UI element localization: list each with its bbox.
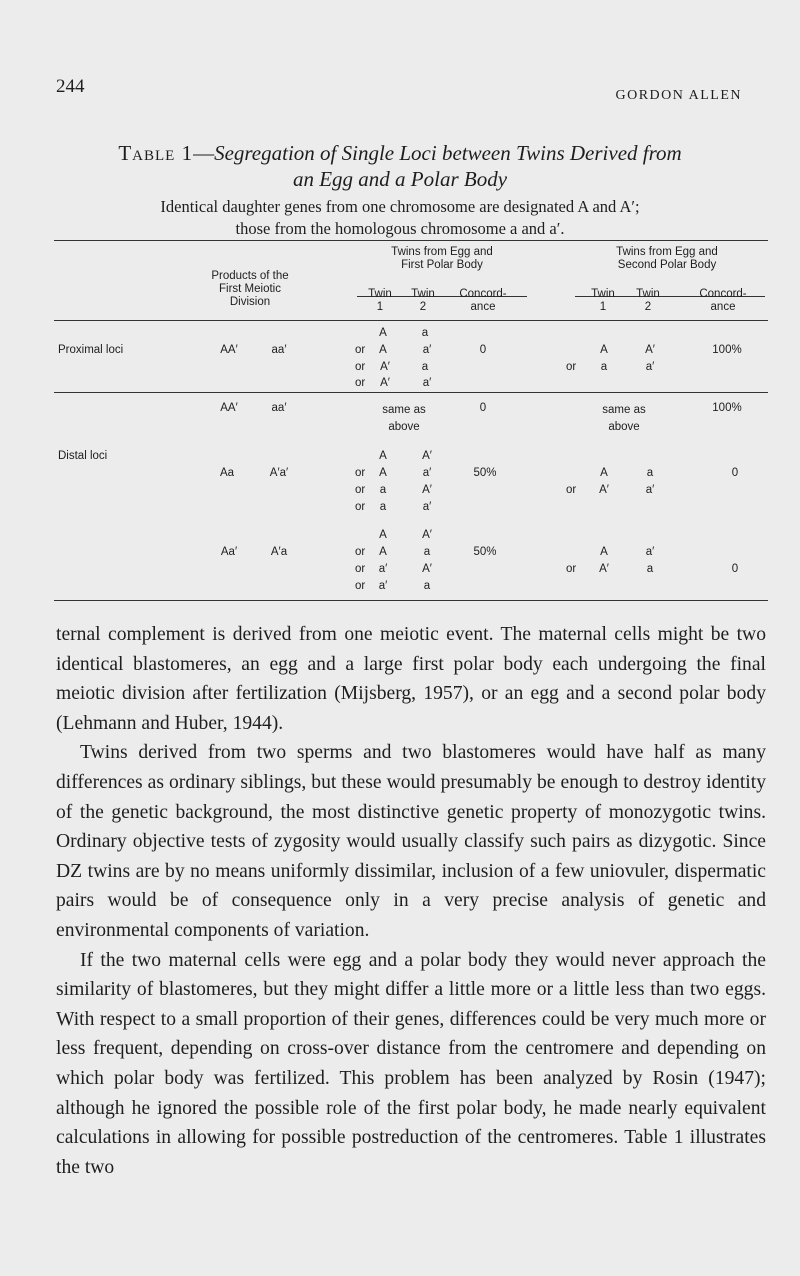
r3-s1-t1: A [600, 467, 608, 479]
r4-f1-t1: A [379, 529, 387, 541]
r3-f3-or: or [355, 484, 366, 496]
r3-s2-or: or [566, 484, 577, 496]
caption-line-1: Identical daughter genes from one chromosome are designated A and A′; [160, 197, 640, 216]
r4-concord-first: 50% [473, 546, 497, 558]
r1-f2-t2: a′ [422, 344, 432, 356]
r4-f4-t2: a [423, 580, 431, 592]
r1-f4-or: or [355, 377, 366, 389]
r1-prod-right: aa′ [271, 344, 287, 356]
header-second-twin1: Twin 1 [591, 288, 615, 313]
r1-f4-t1: A′ [380, 377, 390, 389]
table-title: Table 1—Segregation of Single Loci between Twins Derived from an Egg and a Polar Body [118, 141, 682, 191]
page-number: 244 [56, 76, 85, 97]
table-title-text: Segregation of Single Loci between Twins Derived from an Egg and a Polar Body [214, 141, 682, 191]
r4-s2-t2: a [646, 563, 654, 575]
r1-concord-first: 0 [479, 344, 487, 356]
r1-prod-left: AA′ [220, 344, 238, 356]
header-first-polar: Twins from Egg and First Polar Body [391, 246, 493, 271]
header-products: Products of the First Meiotic Division [211, 270, 289, 308]
r3-f3-t2: A′ [422, 484, 432, 496]
r4-f1-t2: A′ [422, 529, 432, 541]
r4-prod-left: Aa′ [220, 546, 238, 558]
r3-s2-t1: A′ [599, 484, 609, 496]
r2-prod-right: aa′ [271, 402, 287, 414]
segregation-table [0, 0, 800, 620]
r4-prod-right: A′a [270, 546, 288, 558]
r1-f1-t1: A [379, 327, 387, 339]
r1-s2-or: or [566, 361, 577, 373]
caption-line-2: those from the homologous chromosome a and a′. [235, 219, 565, 238]
r4-s1-t2: a′ [645, 546, 655, 558]
r2-prod-left: AA′ [220, 402, 238, 414]
header-first-concordance: Concord- ance [459, 288, 507, 313]
r3-prod-left: Aa [219, 467, 235, 479]
r1-f4-t2: a′ [422, 377, 432, 389]
r3-f2-or: or [355, 467, 366, 479]
row-label-distal: Distal loci [58, 450, 108, 462]
r4-s2-or: or [566, 563, 577, 575]
header-second-twin2: Twin 2 [636, 288, 660, 313]
header-second-polar: Twins from Egg and Second Polar Body [616, 246, 718, 271]
r3-f4-t1: a [379, 501, 387, 513]
r4-f3-or: or [355, 563, 366, 575]
header-second-concordance: Concord- ance [699, 288, 747, 313]
r1-f3-t2: a [421, 361, 429, 373]
r1-f2-t1: A [379, 344, 387, 356]
paragraph-3: If the two maternal cells were egg and a polar body they would never approach the similarity of blastomeres, but they might differ a little more or a little less than two eggs. With respect to a small proportion of their genes, differences could be very much more or less frequent, depending on cross-over distance from the centromere and depending on which polar body was fertilized. This problem has been analyzed by Rosin (1947); although he ignored the possible role of the first polar body, he made nearly equivalent calculations in allowing for possible postreduction of the centromeres. Table 1 illustrates the two [56, 949, 766, 1178]
r4-concord-second: 0 [731, 563, 739, 575]
r1-s1-t1: A [600, 344, 608, 356]
r4-f2-t2: a [423, 546, 431, 558]
running-head: GORDON ALLEN [615, 88, 742, 103]
body-text [56, 620, 766, 1182]
r2-first-same: same as above [382, 404, 426, 433]
r3-f2-t1: A [379, 467, 387, 479]
r1-f3-t1: A′ [380, 361, 390, 373]
r3-f1-t2: A′ [422, 450, 432, 462]
r3-concord-second: 0 [731, 467, 739, 479]
r3-f4-t2: a′ [422, 501, 432, 513]
r3-concord-first: 50% [473, 467, 497, 479]
table-label: Table 1 [118, 141, 194, 165]
paragraph-1: ternal complement is derived from one meiotic event. The maternal cells might be two identical blastomeres, an egg and a large first polar body each undergoing the final meiotic division after fertilization (Mijsberg, 1957), or an egg and a second polar body (Lehmann and Huber, 1944). [56, 624, 766, 734]
r3-s2-t2: a′ [645, 484, 655, 496]
r1-f1-t2: a [421, 327, 429, 339]
r2-concord-second: 100% [712, 402, 742, 414]
r1-s2-t1: a [600, 361, 608, 373]
r1-s2-t2: a′ [645, 361, 655, 373]
r4-f4-or: or [355, 580, 366, 592]
r1-s1-t2: A′ [645, 344, 655, 356]
r4-s2-t1: A′ [599, 563, 609, 575]
r4-f2-t1: A [379, 546, 387, 558]
r3-f1-t1: A [379, 450, 387, 462]
header-first-twin2: Twin 2 [411, 288, 435, 313]
r4-f2-or: or [355, 546, 366, 558]
r2-concord-first: 0 [479, 402, 487, 414]
r2-second-same: same as above [602, 404, 646, 433]
r4-f3-t2: A′ [422, 563, 432, 575]
r1-f2-or: or [355, 344, 366, 356]
r1-f3-or: or [355, 361, 366, 373]
header-first-twin1: Twin 1 [368, 288, 392, 313]
r3-f3-t1: a [379, 484, 387, 496]
r4-f3-t1: a′ [378, 563, 388, 575]
r3-prod-right: A′a′ [269, 467, 289, 479]
row-label-proximal: Proximal loci [58, 344, 124, 356]
r4-s1-t1: A [600, 546, 608, 558]
r3-f2-t2: a′ [422, 467, 432, 479]
r3-f4-or: or [355, 501, 366, 513]
paragraph-2: Twins derived from two sperms and two blastomeres would have half as many differences as ordinary siblings, but these would presumably be enough to destroy identity of the genetic background, the most distinctive genetic property of monozygotic twins. Ordinary objective tests of zygosity would usually classify such pairs as dizygotic. Since DZ twins are by no means uniformly dissimilar, inclusion of a few uniovuler, dispermatic pairs would be of consequence only in a very precise analysis of genetic and environmental components of variation. [56, 742, 766, 941]
r1-concord-second: 100% [712, 344, 742, 356]
r4-f4-t1: a′ [378, 580, 388, 592]
r3-s1-t2: a [646, 467, 654, 479]
